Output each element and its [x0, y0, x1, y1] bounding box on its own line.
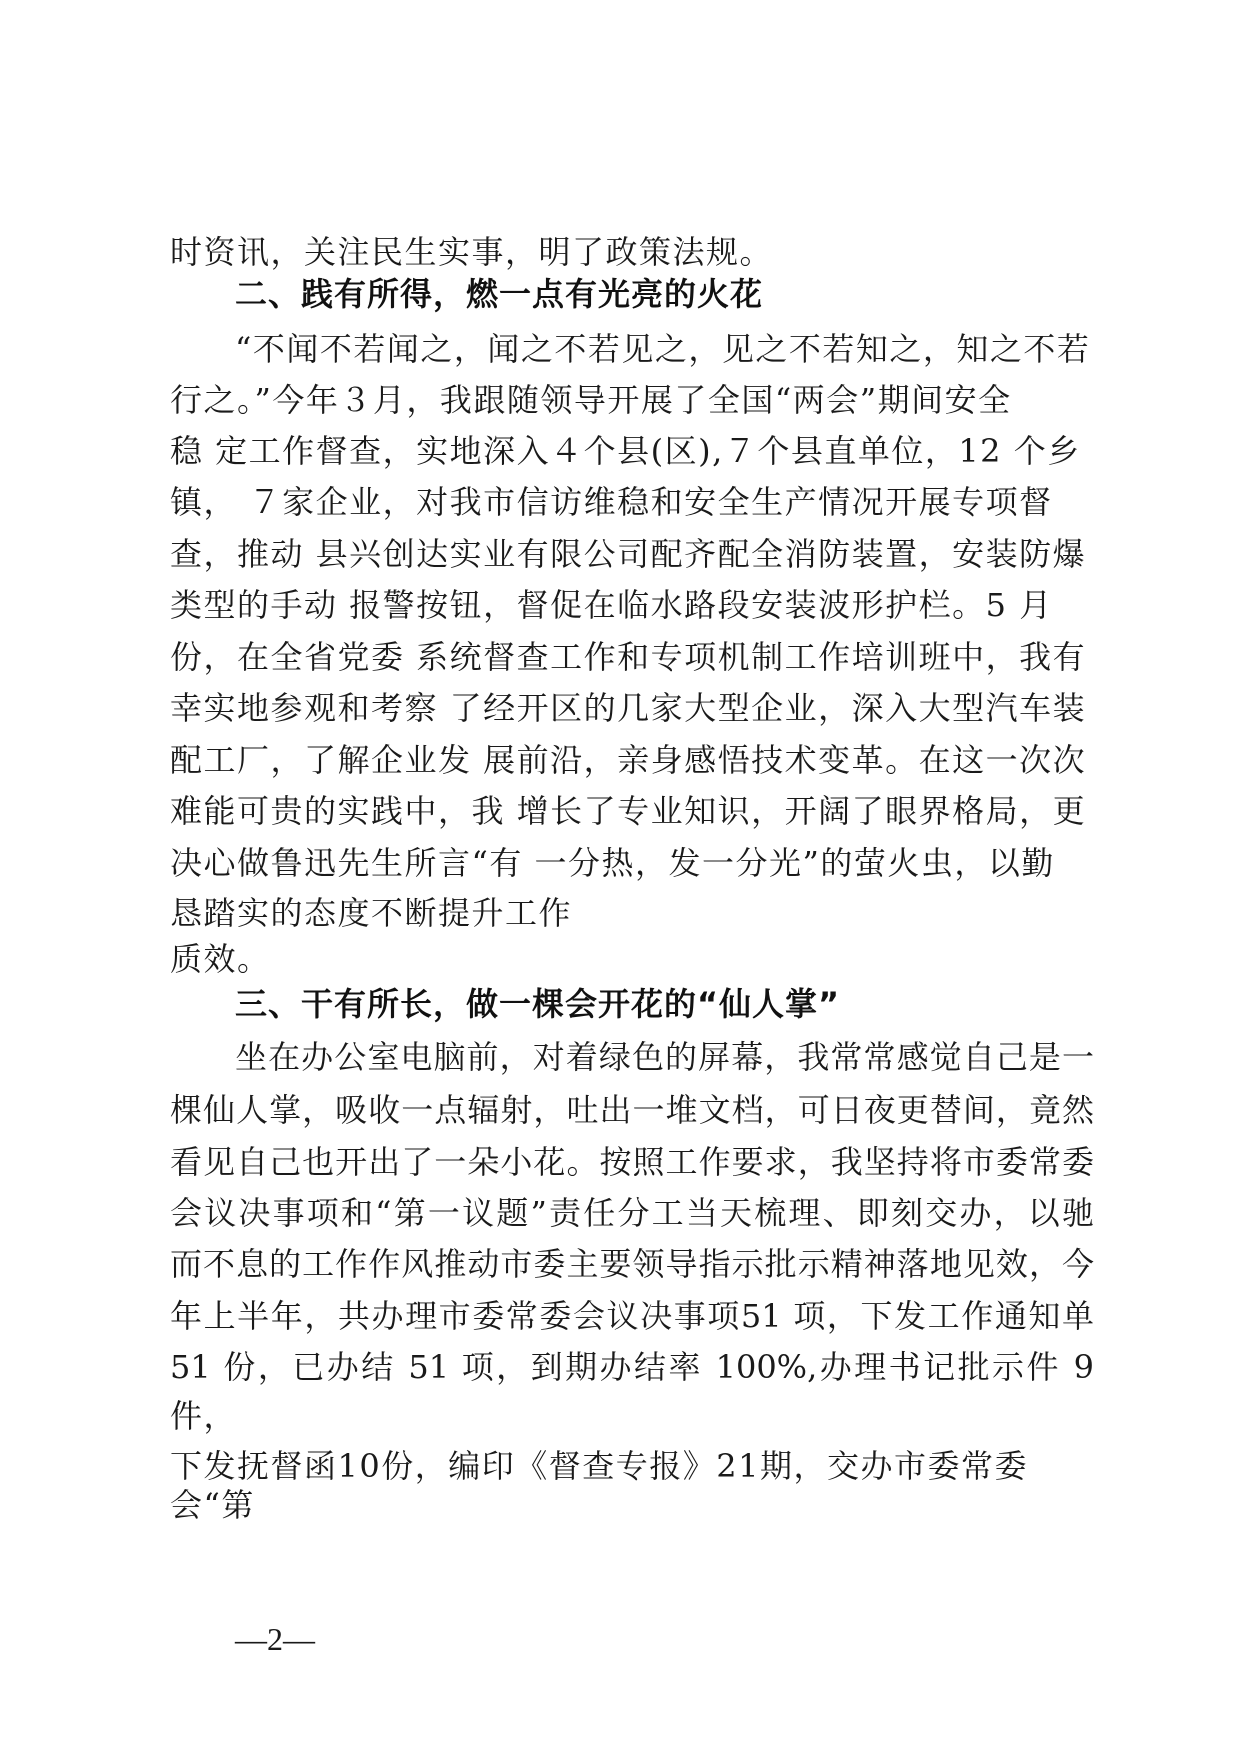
- paragraph-line: 镇， ７家企业，对我市信访维稳和安全生产情况开展专项督: [170, 483, 1053, 521]
- page-number: —2—: [235, 1621, 315, 1657]
- paragraph-line: 行之。”今年３月，我跟随领导开展了全国“两会”期间安全: [170, 381, 1012, 419]
- paragraph-line: 查，推动 县兴创达实业有限公司配齐配全消防装置，安装防爆: [170, 535, 1087, 573]
- paragraph-line: 看见自己也开出了一朵小花。按照工作要求，我坚持将市委常委: [170, 1143, 1094, 1181]
- paragraph-line: 时资讯，关注民生实事，明了政策法规。: [170, 233, 774, 271]
- paragraph-line: 决心做鲁迅先生所言“有 一分热，发一分光”的萤火虫，以勤: [170, 844, 1055, 882]
- paragraph-line: 年上半年，共办理市委常委会议决事项51 项，下发工作通知单: [170, 1297, 1094, 1335]
- paragraph-line: 下发抚督函10份，编印《督查专报》21期，交办市委常委: [170, 1447, 1028, 1485]
- paragraph-line: 类型的手动 报警按钮，督促在临水路段安装波形护栏。5 月: [170, 586, 1053, 624]
- paragraph-line: 而不息的工作作风推动市委主要领导指示批示精神落地见效，今: [170, 1245, 1094, 1283]
- paragraph-line: 坐在办公室电脑前，对着绿色的屏幕，我常常感觉自己是一: [235, 1038, 1094, 1076]
- paragraph-line: 质效。: [170, 940, 271, 978]
- section-heading: 二、践有所得，燃一点有光亮的火花: [235, 275, 764, 313]
- paragraph-line: 棵仙人掌，吸收一点辐射，吐出一堆文档，可日夜更替间，竟然: [170, 1091, 1094, 1129]
- paragraph-line: “不闻不若闻之，闻之不若见之，见之不若知之，知之不若: [235, 330, 1091, 368]
- paragraph-line: 会议决事项和“第一议题”责任分工当天梳理、即刻交办，以驰: [170, 1194, 1094, 1232]
- paragraph-line: 稳 定工作督查，实地深入４个县(区),７个县直单位，12 个乡: [170, 432, 1081, 470]
- paragraph-line: 恳踏实的态度不断提升工作: [170, 894, 573, 932]
- paragraph-line: 51 份，已办结 51 项，到期办结率 100%,办理书记批示件 9: [170, 1348, 1094, 1386]
- paragraph-line: 幸实地参观和考察 了经开区的几家大型企业，深入大型汽车装: [170, 689, 1087, 727]
- paragraph-line: 会“第: [170, 1486, 255, 1524]
- paragraph-line: 难能可贵的实践中，我 增长了专业知识，开阔了眼界格局，更: [170, 792, 1087, 830]
- paragraph-line: 配工厂，了解企业发 展前沿，亲身感悟技术变革。在这一次次: [170, 741, 1087, 779]
- paragraph-line: 件，: [170, 1397, 238, 1435]
- paragraph-line: 份，在全省党委 系统督查工作和专项机制工作培训班中，我有: [170, 638, 1087, 676]
- section-heading: 三、干有所长，做一棵会开花的“仙人掌”: [235, 985, 841, 1023]
